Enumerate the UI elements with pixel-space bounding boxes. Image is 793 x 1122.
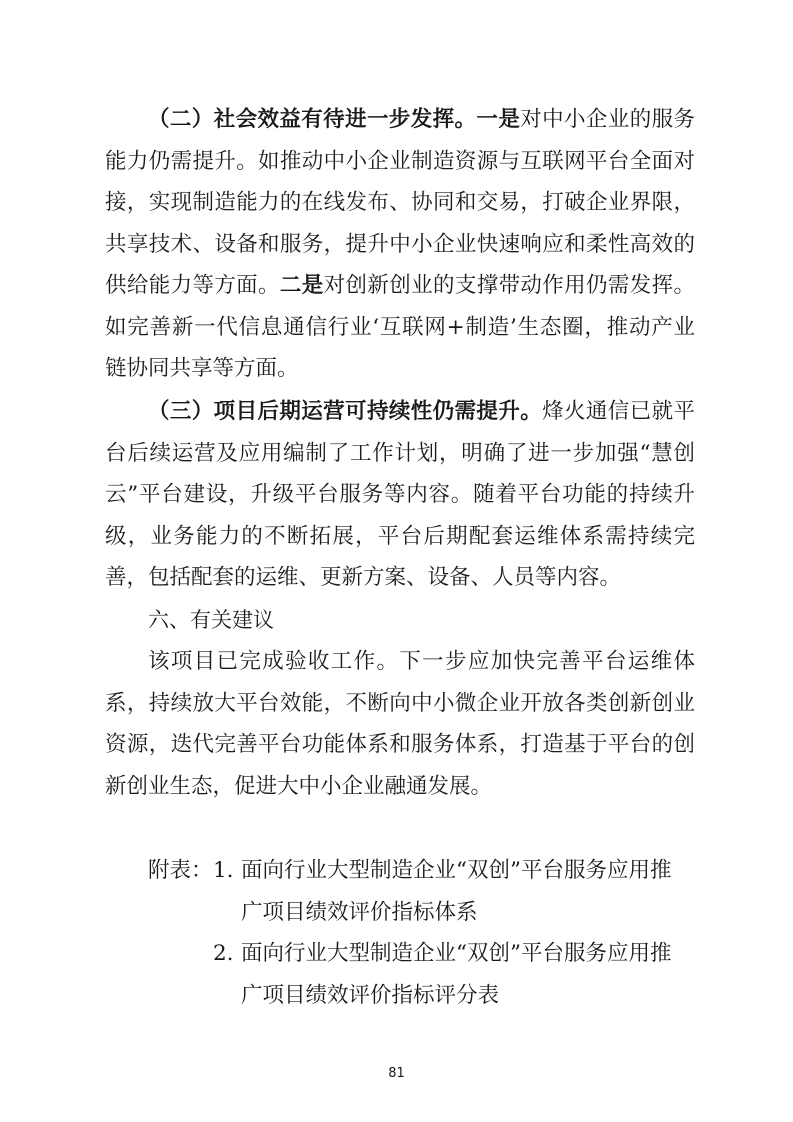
paragraph-sustainability bbox=[105, 391, 695, 599]
section-6-heading: 六、有关建议 bbox=[148, 608, 274, 632]
appendix-list bbox=[148, 850, 708, 1016]
point-two-text: 对创新创业的支撑带动作用仍需发挥。如完善新一代信息通信行业‘互联网+制造’生态圈，推动产业链协同共享等方面。 bbox=[105, 273, 695, 381]
appendix-label: 附表： bbox=[148, 858, 213, 883]
appendix-item-number: 2. bbox=[213, 941, 234, 966]
paragraph-suggestions: 该项目已完成验收工作。下一步应加快完善平台运维体系，持续放大平台效能，不断向中小微企业开放各类创新创业资源，迭代完善平台功能体系和服务体系，打造基于平台的创新创业生态，促进大中小企业融通发展。 bbox=[105, 649, 695, 799]
point-two-marker: 二是 bbox=[279, 273, 324, 298]
appendix-item-2 bbox=[148, 933, 708, 1016]
section-3-title: （三）项目后期运营可持续性仍需提升。 bbox=[148, 399, 543, 424]
appendix-item-1 bbox=[148, 850, 708, 933]
page-number: 81 bbox=[388, 1066, 405, 1081]
section-2-title: （二）社会效益有待进一步发挥。 bbox=[148, 107, 477, 132]
paragraph-social-benefit bbox=[105, 99, 695, 390]
section-3-text: 烽火通信已就平台后续运营及应用编制了工作计划，明确了进一步加强“慧创云”平台建设，升级平台服务等内容。随着平台功能的持续升级，业务能力的不断拓展，平台后期配套运维体系需持续完善，包括配套的运维、更新方案、设备、人员等内容。 bbox=[105, 399, 695, 590]
point-one-text: 对中小企业的服务能力仍需提升。如推动中小企业制造资源与互联网平台全面对接，实现制造能力的在线发布、协同和交易，打破企业界限，共享技术、设备和服务，提升中小企业快速响应和柔性高效的供给能力等方面。 bbox=[105, 107, 695, 298]
appendix-item-text: 面向行业大型制造企业“双创”平台服务应用推广项目绩效评价指标评分表 bbox=[241, 941, 672, 1008]
point-one-marker: 一是 bbox=[476, 107, 521, 132]
appendix-item-number: 1. bbox=[213, 858, 234, 883]
appendix-item-text: 面向行业大型制造企业“双创”平台服务应用推广项目绩效评价指标体系 bbox=[241, 858, 672, 925]
